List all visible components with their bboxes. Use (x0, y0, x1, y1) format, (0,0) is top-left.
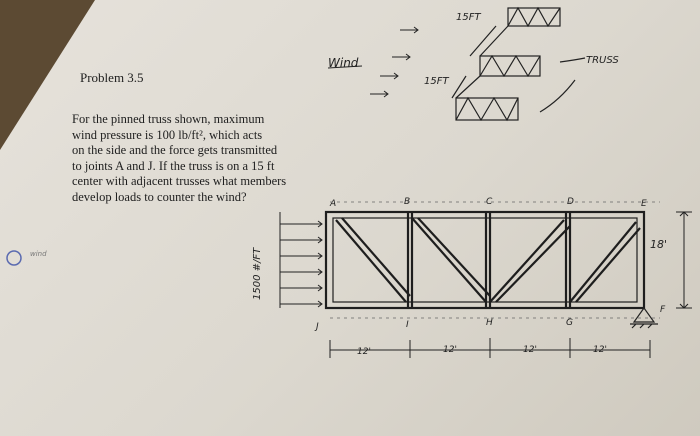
joint-f-label: F (660, 305, 666, 315)
spacing-mid-label: 15FT (424, 76, 449, 87)
span-dimensions (330, 338, 650, 358)
problem-line: to joints A and J. If the truss is on a 15 ft (72, 158, 275, 173)
problem-line: on the side and the force gets transmitted (72, 143, 278, 157)
joint-a-label: A (330, 199, 337, 209)
span-1-label: 12' (357, 347, 371, 357)
problem-line: develop loads to counter the wind? (72, 189, 247, 204)
joint-g-label: G (566, 318, 573, 328)
truss-perspective-sketch (452, 8, 585, 120)
wind-label: Wind (328, 56, 359, 70)
problem-line: wind pressure is 100 lb/ft², which acts (72, 127, 263, 142)
joint-b-label: B (404, 197, 411, 207)
problem-line: For the pinned truss shown, maximum (72, 112, 265, 126)
span-4-label: 12' (593, 345, 607, 355)
height-dimension (676, 212, 692, 308)
main-truss (326, 212, 644, 308)
truss-label: TRUSS (586, 55, 619, 66)
joint-c-label: C (486, 197, 493, 207)
problem-title: Problem 3.5 (80, 70, 144, 85)
wind-load-label: 1500 #/FT (252, 247, 263, 300)
problem-line: center with adjacent trusses what members (72, 174, 287, 188)
margin-note: wind (30, 250, 47, 258)
joint-i-label: I (406, 320, 409, 330)
spacing-top-label: 15FT (456, 12, 481, 23)
joint-d-label: D (567, 197, 574, 207)
hole-punch-icon (7, 251, 21, 265)
span-2-label: 12' (443, 345, 457, 355)
joint-j-label: J (316, 322, 319, 332)
wind-arrows (328, 27, 418, 97)
joint-e-label: E (641, 199, 647, 209)
span-3-label: 12' (523, 345, 537, 355)
wind-load-arrows (280, 212, 322, 308)
height-label: 18' (650, 238, 668, 251)
joint-h-label: H (486, 318, 493, 328)
